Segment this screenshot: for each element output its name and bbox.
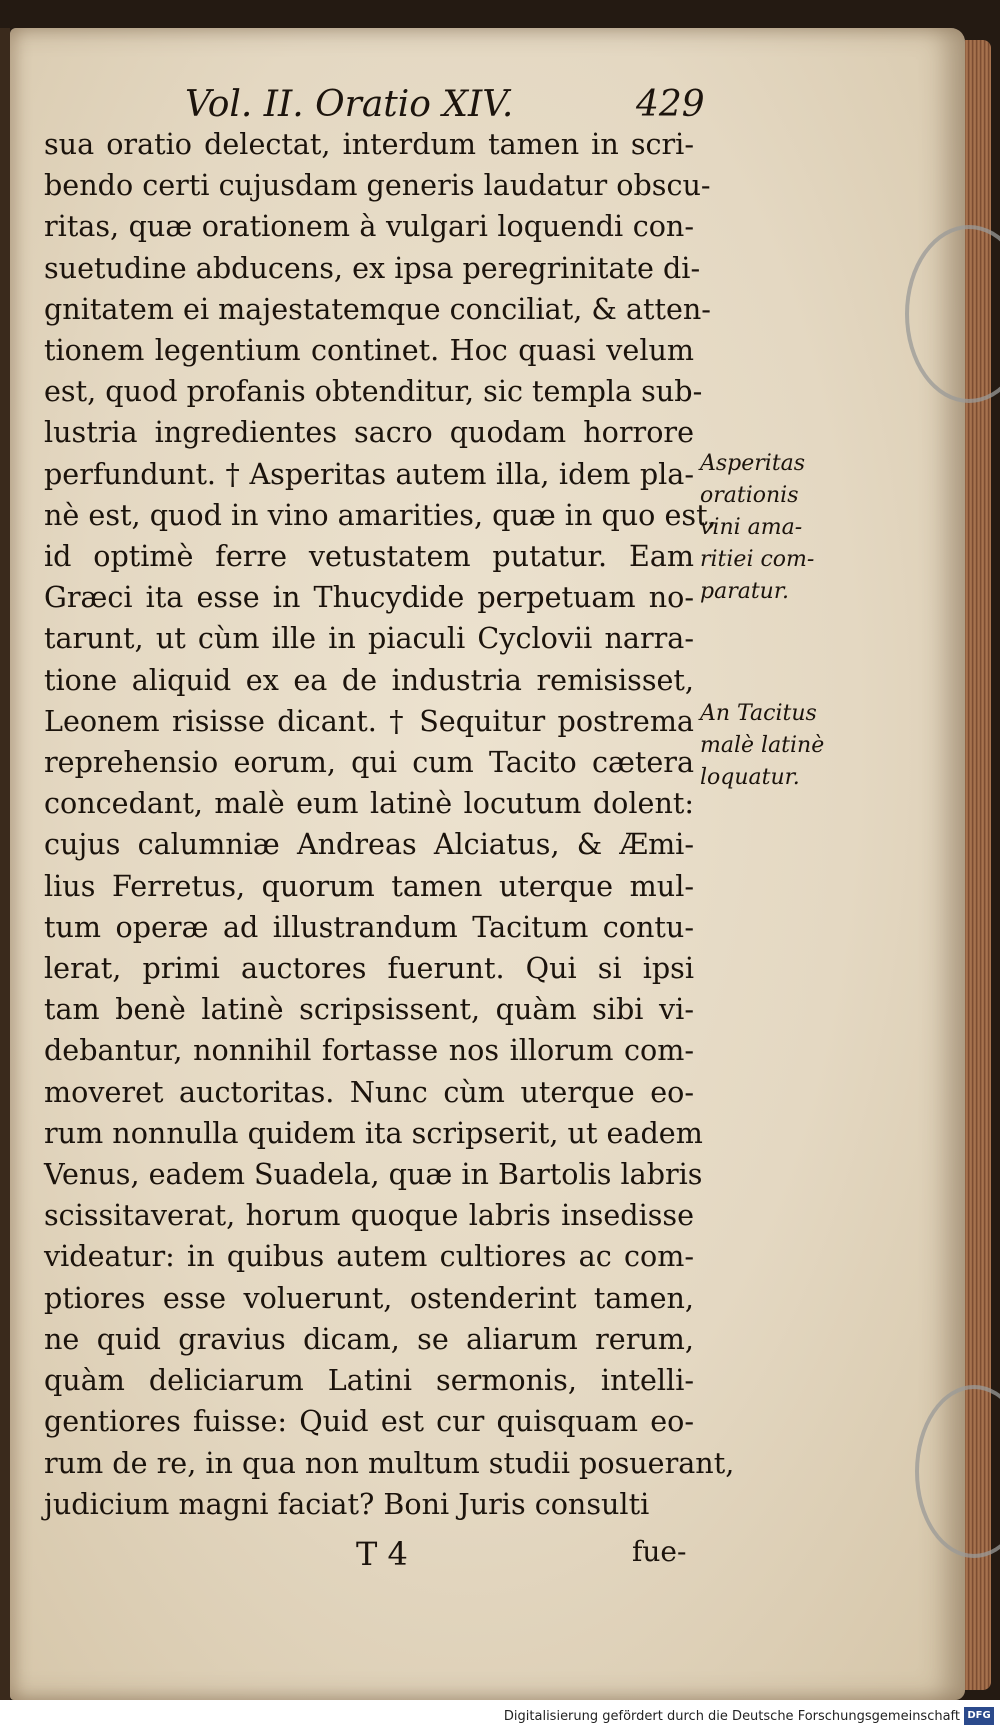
text-line: id optimè ferre vetustatem putatur. Eam [44, 539, 694, 574]
text-line: tam benè latinè scripsissent, quàm sibi vi- [44, 992, 694, 1027]
text-line: moveret auctoritas. Nunc cùm uterque eo- [44, 1074, 694, 1109]
text-line: gentiores fuisse: Quid est cur quisquam eo- [44, 1404, 694, 1439]
text-line: ptiores esse voluerunt, ostenderint tamen, [44, 1280, 694, 1315]
digitization-credit: Digitalisierung gefördert durch die Deutsche Forschungsgemeinschaft [503, 1709, 960, 1724]
text-line: ritas, quæ orationem à vulgari loquendi con- [44, 209, 694, 244]
text-line: bendo certi cujusdam generis laudatur obscu- [44, 168, 711, 203]
marginal-note-line: malè latinè [700, 733, 825, 758]
text-line: suetudine abducens, ex ipsa peregrinitate di- [44, 250, 701, 285]
marginal-note-line: An Tacitus [700, 701, 817, 726]
text-line: lerat, primi auctores fuerunt. Qui si ipsi [44, 951, 694, 986]
marginal-note-line: loquatur. [700, 765, 800, 790]
text-line: judicium magni faciat? Boni Juris consulti [44, 1486, 650, 1521]
dfg-logo: DFG [964, 1707, 994, 1725]
text-line: perfundunt. † Asperitas autem illa, idem pla- [44, 456, 694, 491]
text-line: tarunt, ut cùm ille in piaculi Cyclovii narra- [44, 621, 694, 656]
signature-mark: T 4 [356, 1535, 408, 1573]
text-line: Leonem risisse dicant. † Sequitur postrema [44, 703, 694, 738]
text-line: gnitatem ei majestatemque conciliat, & atten- [44, 291, 711, 326]
text-line: sua oratio delectat, interdum tamen in scri- [44, 127, 694, 161]
marginal-note-line: orationis [700, 483, 799, 508]
text-line: rum de re, in qua non multum studii posuerant, [44, 1445, 735, 1480]
text-line: rum nonnulla quidem ita scripserit, ut eadem [44, 1115, 703, 1150]
text-line: debantur, nonnihil fortasse nos illorum com- [44, 1033, 694, 1068]
running-title: Vol. II. Oratio XIV. [185, 84, 514, 125]
marginal-note-tacitus [700, 698, 870, 794]
text-line: reprehensio eorum, qui cum Tacito cætera [44, 745, 694, 780]
text-line: tum operæ ad illustrandum Tacitum contu- [44, 909, 694, 944]
text-line: quàm deliciarum Latini sermonis, intelli- [44, 1363, 694, 1398]
text-line: nè est, quod in vino amarities, quæ in quo est, [44, 497, 717, 532]
marginal-note-line: vini ama- [700, 515, 803, 540]
marginal-note-asperitas [700, 448, 870, 608]
page-number: 429 [636, 84, 705, 125]
text-line: est, quod profanis obtenditur, sic templa sub- [44, 374, 703, 409]
catchword: fue- [632, 1535, 687, 1568]
text-line: scissitaverat, horum quoque labris insedisse [44, 1198, 694, 1233]
text-line: cujus calumniæ Andreas Alciatus, & Æmi- [44, 827, 694, 862]
text-line: lustria ingredientes sacro quodam horrore [44, 415, 694, 450]
text-line: ne quid gravius dicam, se aliarum rerum, [44, 1321, 694, 1356]
text-line: tionem legentium continet. Hoc quasi velum [44, 333, 694, 368]
body-text [44, 124, 735, 1525]
credit-bar [0, 1700, 1000, 1733]
marginal-note-line: ritiei com- [700, 547, 815, 572]
book-binding [0, 28, 10, 1700]
text-line: videatur: in quibus autem cultiores ac com- [44, 1239, 694, 1274]
text-line: Græci ita esse in Thucydide perpetuam no- [44, 580, 694, 615]
text-line: concedant, malè eum latinè locutum dolent: [44, 786, 694, 821]
marginal-note-line: Asperitas [700, 451, 806, 476]
marginal-note-line: paratur. [700, 579, 789, 604]
text-line: lius Ferretus, quorum tamen uterque mul- [44, 868, 694, 903]
text-line: tione aliquid ex ea de industria remisisset, [44, 662, 694, 697]
text-line: Venus, eadem Suadela, quæ in Bartolis labris [44, 1157, 703, 1192]
